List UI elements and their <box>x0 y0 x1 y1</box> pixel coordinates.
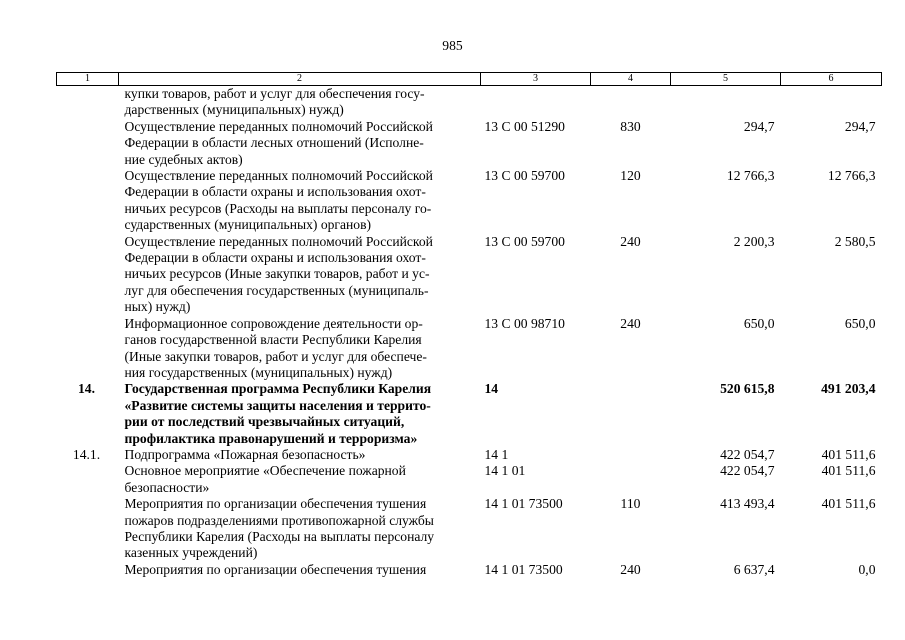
row-name-line: купки товаров, работ и услуг для обеспечения госу- <box>124 86 425 101</box>
target-article-code-cell: 13 С 00 59700 <box>484 233 565 249</box>
table-row <box>57 168 882 234</box>
budget-table <box>56 72 882 578</box>
amount-col6-cell: 401 511,6 <box>821 496 876 512</box>
row-name-line: Информационное сопровождение деятельности ор- <box>124 315 423 331</box>
row-name-line: Осуществление переданных полномочий Российской <box>124 118 433 134</box>
column-header-3: 3 <box>481 73 591 86</box>
row-name-line: ганов государственной власти Республики Карелия <box>124 332 422 348</box>
target-article-code-cell: 13 С 00 59700 <box>484 168 565 184</box>
target-article-code-cell: 14 1 01 73500 <box>484 561 563 577</box>
expense-type-cell <box>591 447 671 463</box>
row-number-cell <box>57 119 119 168</box>
amount-col6-cell: 401 511,6 <box>821 446 876 462</box>
column-number-header <box>57 73 882 86</box>
row-name-cell <box>119 86 481 119</box>
target-article-code-cell <box>481 86 591 119</box>
expense-type-cell: 240 <box>620 233 641 249</box>
row-number-cell <box>57 562 119 578</box>
row-name-line: Мероприятия по организации обеспечения тушения <box>124 561 427 577</box>
row-name-cell <box>119 447 481 463</box>
table-row <box>57 381 882 447</box>
expense-type-cell: 830 <box>620 118 641 134</box>
amount-col6-cell: 294,7 <box>844 118 876 134</box>
column-header-2: 2 <box>119 73 481 86</box>
row-number-cell <box>57 86 119 119</box>
row-name-line: рии от последствий чрезвычайных ситуаций, <box>124 414 405 430</box>
row-name-line: ничьих ресурсов (Расходы на выплаты персоналу го- <box>124 200 432 216</box>
table-row <box>57 119 882 168</box>
expense-type-cell: 110 <box>620 496 641 512</box>
row-name-line: Государственная программа Республики Карелия <box>124 381 432 397</box>
amount-col5-cell: 422 054,7 <box>720 463 775 479</box>
amount-col6-cell: 650,0 <box>844 315 876 331</box>
amount-col5-cell: 294,7 <box>743 118 775 134</box>
target-article-code-cell: 14 1 01 <box>484 463 526 479</box>
table-row <box>57 447 882 463</box>
row-name-line: Республики Карелия (Расходы на выплаты персоналу <box>124 528 435 544</box>
row-number-cell <box>57 496 119 562</box>
row-name-cell <box>119 168 481 234</box>
row-name-cell <box>119 234 481 316</box>
row-name-cell <box>119 562 481 578</box>
column-header-4: 4 <box>591 73 671 86</box>
row-number-cell: 14. <box>78 381 95 397</box>
row-name-cell <box>119 463 481 496</box>
row-name-line: Мероприятия по организации обеспечения тушения <box>124 496 427 512</box>
row-name-line: казенных учреждений) <box>124 545 258 561</box>
row-name-line: Осуществление переданных полномочий Российской <box>124 233 433 249</box>
amount-col5-cell: 12 766,3 <box>726 168 775 184</box>
row-name-line: ных) нужд) <box>124 299 191 315</box>
row-name-line: (Иные закупки товаров, работ и услуг для обеспече- <box>124 348 427 364</box>
row-number-cell <box>57 316 119 382</box>
row-name-line: профилактика правонарушений и терроризма» <box>124 430 418 446</box>
table-row <box>57 496 882 562</box>
row-name-line: Федерации в области охраны и использования охот- <box>124 184 426 200</box>
expense-type-cell <box>591 86 671 119</box>
target-article-code-cell: 13 С 00 98710 <box>484 315 565 331</box>
target-article-code-cell: 14 1 <box>484 446 509 462</box>
column-header-5: 5 <box>671 73 781 86</box>
target-article-code-cell: 14 1 01 73500 <box>484 496 563 512</box>
amount-col5-cell: 413 493,4 <box>720 496 775 512</box>
row-name-line: Федерации в области лесных отношений (Исполне- <box>124 135 424 151</box>
table-row <box>57 86 882 119</box>
row-name-line: «Развитие системы защиты населения и террито- <box>124 397 431 413</box>
amount-col5-cell: 2 200,3 <box>733 233 775 249</box>
target-article-code-cell: 14 <box>484 381 499 397</box>
row-number-cell: 14.1. <box>72 446 101 462</box>
row-name-line: Подпрограмма «Пожарная безопасность» <box>124 446 366 462</box>
amount-col6-cell: 491 203,4 <box>821 381 876 397</box>
row-name-line: ние судебных актов) <box>124 151 243 167</box>
page-number: 985 <box>442 38 463 53</box>
row-name-cell <box>119 316 481 382</box>
table-row <box>57 463 882 496</box>
row-name-line: пожаров подразделениями противопожарной службы <box>124 512 434 528</box>
target-article-code-cell: 13 С 00 51290 <box>484 118 565 134</box>
amount-col5-cell: 650,0 <box>743 315 775 331</box>
amount-col6-cell: 0,0 <box>858 561 876 577</box>
row-name-line: Основное мероприятие «Обеспечение пожарной <box>124 463 406 479</box>
expense-type-cell <box>591 463 671 496</box>
row-name-cell <box>119 119 481 168</box>
amount-col6-cell: 401 511,6 <box>821 463 876 479</box>
amount-col6-cell: 12 766,3 <box>827 168 876 184</box>
row-name-line: луг для обеспечения государственных (муниципаль- <box>124 282 429 298</box>
row-number-cell <box>57 168 119 234</box>
row-name-line: дарственных (муниципальных) нужд) <box>124 102 344 118</box>
table-row <box>57 562 882 578</box>
row-name-cell <box>119 381 481 447</box>
row-name-line: ния государственных (муниципальных) нужд) <box>124 364 393 380</box>
expense-type-cell: 120 <box>620 168 641 184</box>
amount-col5-cell: 6 637,4 <box>733 561 775 577</box>
amount-col5-cell: 422 054,7 <box>720 446 775 462</box>
row-number-cell <box>57 234 119 316</box>
amount-col5-cell <box>671 86 781 119</box>
row-name-line: Осуществление переданных полномочий Российской <box>124 168 433 184</box>
table-row <box>57 316 882 382</box>
amount-col5-cell: 520 615,8 <box>720 381 775 397</box>
row-name-line: Федерации в области охраны и использования охот- <box>124 250 426 266</box>
expense-type-cell: 240 <box>620 315 641 331</box>
table-row <box>57 234 882 316</box>
row-name-line: безопасности» <box>124 479 210 495</box>
amount-col6-cell <box>781 86 882 119</box>
amount-col6-cell: 2 580,5 <box>834 233 876 249</box>
row-name-line: ничьих ресурсов (Иные закупки товаров, работ и ус- <box>124 266 430 282</box>
row-number-cell <box>57 463 119 496</box>
column-header-6: 6 <box>781 73 882 86</box>
row-name-cell <box>119 496 481 562</box>
expense-type-cell <box>591 381 671 447</box>
column-header-1: 1 <box>57 73 119 86</box>
expense-type-cell: 240 <box>620 561 641 577</box>
row-name-line: сударственных (муниципальных) органов) <box>124 217 372 233</box>
